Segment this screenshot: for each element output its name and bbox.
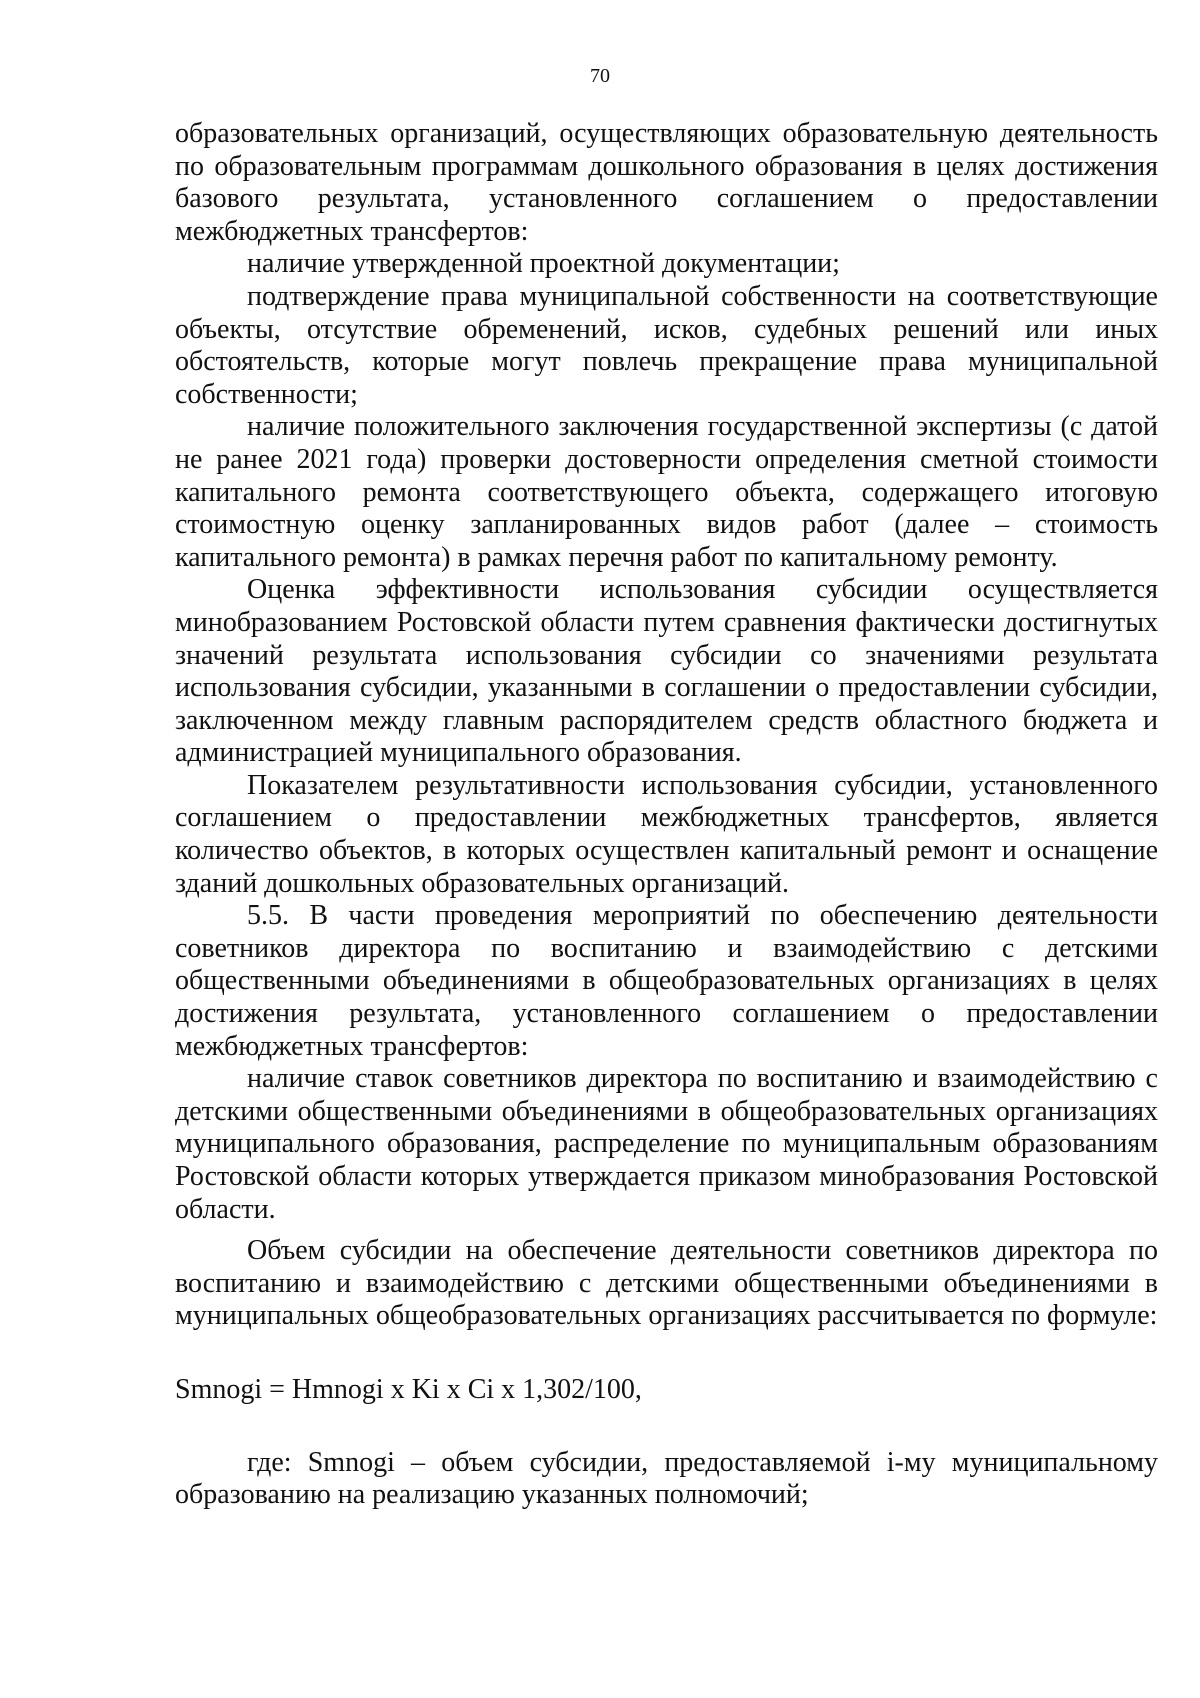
paragraph-continuation: образовательных организаций, осуществляющих образовательную деятельность по образовательным программам дошкольного образования в целях достижения базового результата, установленного соглашением о предоставлении межбюджетных трансфертов: [175, 118, 1158, 247]
paragraph-efficiency-evaluation: Оценка эффективности использования субсидии осуществляется минобразованием Ростовской области путем сравнения фактически достигнутых значений результата использования субсидии со значениями результата использования субсидии, указанными в соглашении о предоставлении субсидии, заключенном между главным распорядителем средств областного бюджета и администрацией муниципального образования. [175, 574, 1158, 769]
paragraph-formula-explanation: где: Smnogi – объем субсидии, предоставляемой i-му муниципальному образованию на реализацию указанных полномочий; [175, 1446, 1158, 1511]
paragraph-section-5-5: 5.5. В части проведения мероприятий по обеспечению деятельности советников директора по воспитанию и взаимодействию с детскими общественными объединениями в общеобразовательных организациях в целях достижения результата, установленного соглашением о предоставлении межбюджетных трансфертов: [175, 900, 1158, 1062]
paragraph-performance-indicator: Показателем результативности использования субсидии, установленного соглашением о предоставлении межбюджетных трансфертов, является количество объектов, в которых осуществлен капитальный ремонт и оснащение зданий дошкольных образовательных организаций. [175, 769, 1158, 899]
paragraph-state-expertise: наличие положительного заключения государственной экспертизы (с датой не ранее 2021 года) проверки достоверности определения сметной стоимости капитального ремонта соответствующего объекта, содержащего итоговую стоимостную оценку запланированных видов работ (далее – стоимость капитального ремонта) в рамках перечня работ по капитальному ремонту. [175, 411, 1158, 573]
formula: Smnogi = Hmnogi x Ki x Ci x 1,302/100, [175, 1373, 642, 1405]
paragraph-municipal-property: подтверждение права муниципальной собственности на соответствующие объекты, отсутствие обременений, исков, судебных решений или иных обстоятельств, которые могут повлечь прекращение права муниципальной собственности; [175, 280, 1158, 410]
document-body [175, 118, 1158, 1512]
paragraph-advisor-rates: наличие ставок советников директора по воспитанию и взаимодействию с детскими общественными объединениями в общеобразовательных организациях муниципального образования, распределение по муниципальным образованиям Ростовской области которых утверждается приказом минобразования Ростовской области. [175, 1063, 1158, 1225]
paragraph-subsidy-volume: Объем субсидии на обеспечение деятельности советников директора по воспитанию и взаимодействию с детскими общественными объединениями в муниципальных общеобразовательных организациях рассчитывается по формуле: [175, 1235, 1158, 1332]
paragraph-project-documentation: наличие утвержденной проектной документации; [247, 248, 840, 280]
page-number: 70 [590, 65, 610, 87]
